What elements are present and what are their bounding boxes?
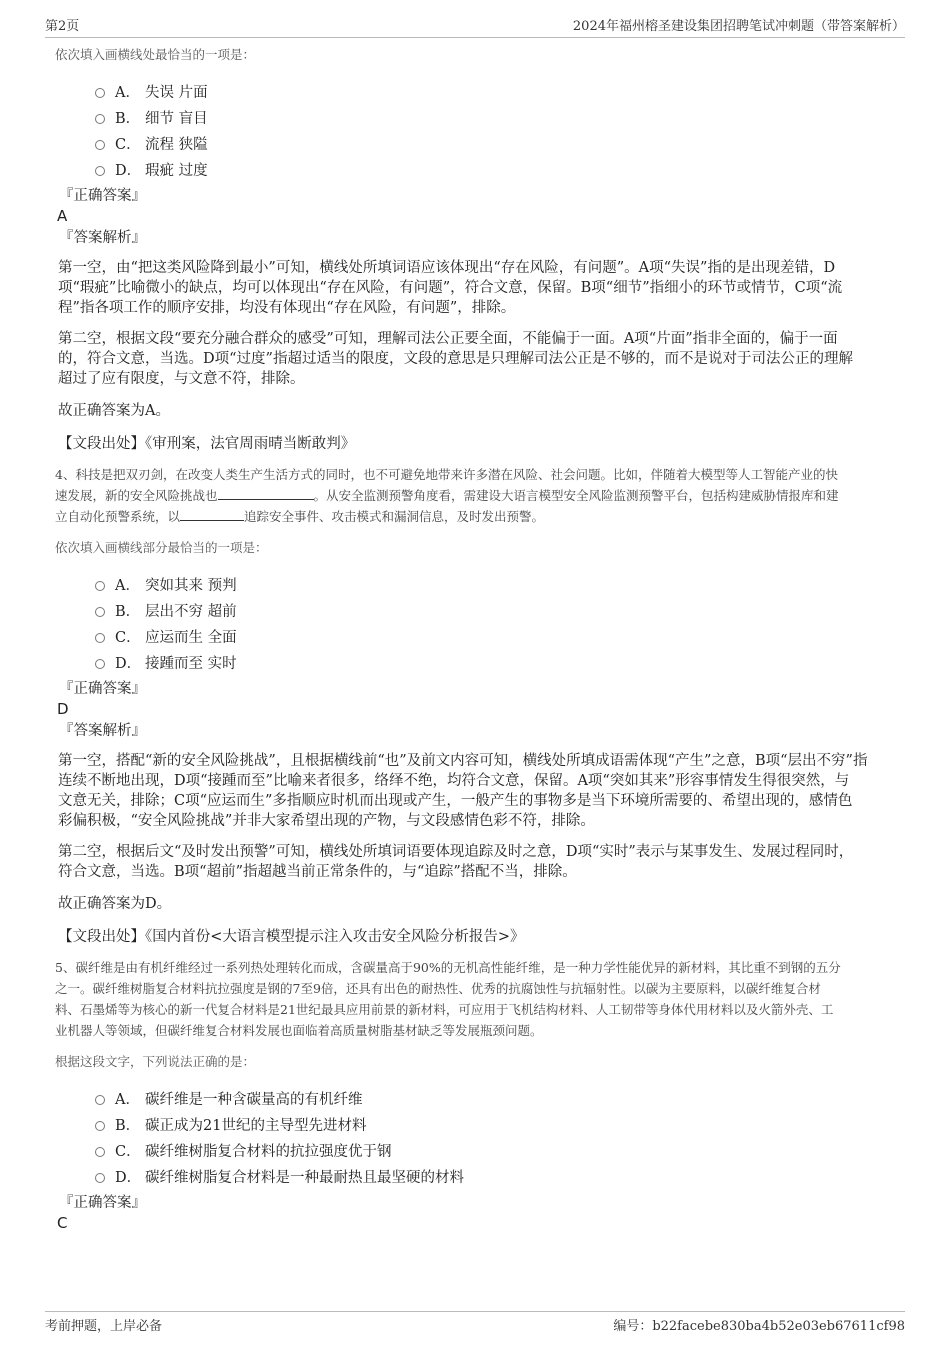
q5-option-b[interactable]: B． 碳正成为21世纪的主导型先进材料 [55,1111,905,1137]
q4-option-a[interactable]: A． 突如其来 预判 [55,571,905,597]
q3-analysis-para2: 第二空，根据文段“要充分融合群众的感受”可知，理解司法公正要全面，不能偏于一面。A项“片面”指非全面的，偏于一面 的，符合文意，当选。D项“过度”指超过适当的限度，文段的意思是只理解司法公正是不够的，而不是说对于司法公正的理解 超过了应有限度，与文意不符，排除。 [58,331,853,387]
q5-answer: C [57,1214,68,1232]
page-number: 第2页 [45,19,80,34]
q3-options [55,78,905,182]
q3-conclusion: 故正确答案为A。 [58,403,170,419]
radio-icon[interactable] [95,659,105,669]
radio-icon[interactable] [95,166,105,176]
q4-prompt: 依次填入画横线部分最恰当的一项是： [55,540,268,555]
q3-answer-label: 『正确答案』 [59,188,146,204]
q3-option-c[interactable]: C． 流程 狭隘 [55,130,905,156]
radio-icon[interactable] [95,581,105,591]
radio-icon[interactable] [95,607,105,617]
blank-line-1 [218,487,314,500]
q5-option-d[interactable]: D． 碳纤维树脂复合材料是一种最耐热且最坚硬的材料 [55,1163,905,1189]
q4-options [55,571,905,675]
q3-prompt: 依次填入画横线处最恰当的一项是： [55,47,256,62]
radio-icon[interactable] [95,1173,105,1183]
q4-analysis-para1: 第一空，搭配“新的安全风险挑战”，且根据横线前“也”及前文内容可知，横线处所填成语需体现“产生”之意，B项“层出不穷”指 连续不断地出现，D项“接踵而至”比喻来者很多，络绎不绝，均符合文意，保留。A项“突如其来”形容事情发生得很突然，与 文意无关，排除；C项“应运而生”多指顺应时机而出现或产生，一般产生的事物多是当下环境所需要的、希望出现的，感情色 彩偏积极，“安全风险挑战”并非大家希望出现的产物，与文段感情色彩不符，排除。 [58,753,868,829]
q5-options [55,1085,905,1189]
radio-icon[interactable] [95,1121,105,1131]
blank-line-2 [180,508,244,521]
q4-analysis-para2: 第二空，根据后文“及时发出预警”可知，横线处所填词语要体现追踪及时之意，D项“实时”表示与某事发生、发展过程同时， 符合文意，当选。B项“超前”指超越当前正常条件的，与“追踪”搭配不当，排除。 [58,844,854,880]
q3-answer: A [57,207,68,225]
q3-source: 【文段出处】《审刑案，法官周雨晴当断敢判》 [58,436,356,452]
q3-analysis-para1: 第一空，由“把这类风险降到最小”可知，横线处所填词语应该体现出“存在风险，有问题”。A项“失误”指的是出现差错，D 项“瑕疵”比喻微小的缺点，均可以体现出“存在风险，有问题”，符合文意，保留。B项“细节”指细小的环节或情节，C项“流 程”指各项工作的顺序安排，均没有体现出“存在风险，有问题”，排除。 [58,260,843,316]
radio-icon[interactable] [95,633,105,643]
footer-slogan: 考前押题，上岸必备 [45,1319,163,1334]
q5-option-a[interactable]: A． 碳纤维是一种含碳量高的有机纤维 [55,1085,905,1111]
q5-text: 5、碳纤维是由有机纤维经过一系列热处理转化而成，含碳量高于90%的无机高性能纤维，是一种力学性能优异的新材料，其比重不到钢的五分 之一。碳纤维树脂复合材料抗拉强度是钢的7至9倍，还具有出色的耐热性、优秀的抗腐蚀性与抗辐射性。以碳为主要原料，以碳纤维复合材 料、石墨烯等为核心的新一代复合材料是21世纪最具应用前景的新材料，可应用于飞机结构材料、人工韧带等身体代用材料以及火箭外壳、工 业机器人等领域，但碳纤维复合材料发展也面临着高质量树脂基材缺乏等发展瓶颈问题。 [55,960,841,1038]
q4-option-d[interactable]: D． 接踵而至 实时 [55,649,905,675]
q4-text: 4、科技是把双刃剑，在改变人类生产生活方式的同时，也不可避免地带来许多潜在风险、社会问题。比如，伴随着大模型等人工智能产业的快 速发展，新的安全风险挑战也 。从安全监测预警角度看，需建设大语言模型安全风险监测预警平台，包括构建威胁情报库和建 立自动化预警系统，以 追踪安全事件、攻击模式和漏洞信息，及时发出预警。 [55,467,839,524]
q4-conclusion: 故正确答案为D。 [58,896,172,912]
page-header [45,14,905,38]
document-id: 编号：b22facebe830ba4b52e03eb67611cf98 [613,1319,905,1334]
q4-option-c[interactable]: C． 应运而生 全面 [55,623,905,649]
q4-answer: D [57,700,69,718]
radio-icon[interactable] [95,1147,105,1157]
document-title: 2024年福州榕圣建设集团招聘笔试冲刺题（带答案解析） [572,19,905,34]
q3-analysis-label: 『答案解析』 [59,230,146,246]
q4-answer-label: 『正确答案』 [59,681,146,697]
q5-prompt: 根据这段文字，下列说法正确的是： [55,1054,256,1069]
page-footer [45,1311,905,1334]
radio-icon[interactable] [95,88,105,98]
q5-option-c[interactable]: C． 碳纤维树脂复合材料的抗拉强度优于钢 [55,1137,905,1163]
q3-option-d[interactable]: D． 瑕疵 过度 [55,156,905,182]
page-content [55,46,905,1233]
q3-option-b[interactable]: B． 细节 盲目 [55,104,905,130]
q4-source: 【文段出处】《国内首份<大语言模型提示注入攻击安全风险分析报告>》 [58,929,525,945]
q4-option-b[interactable]: B． 层出不穷 超前 [55,597,905,623]
radio-icon[interactable] [95,114,105,124]
radio-icon[interactable] [95,1095,105,1105]
q3-option-a[interactable]: A． 失误 片面 [55,78,905,104]
radio-icon[interactable] [95,140,105,150]
q5-answer-label: 『正确答案』 [59,1195,146,1211]
q4-analysis-label: 『答案解析』 [59,723,146,739]
